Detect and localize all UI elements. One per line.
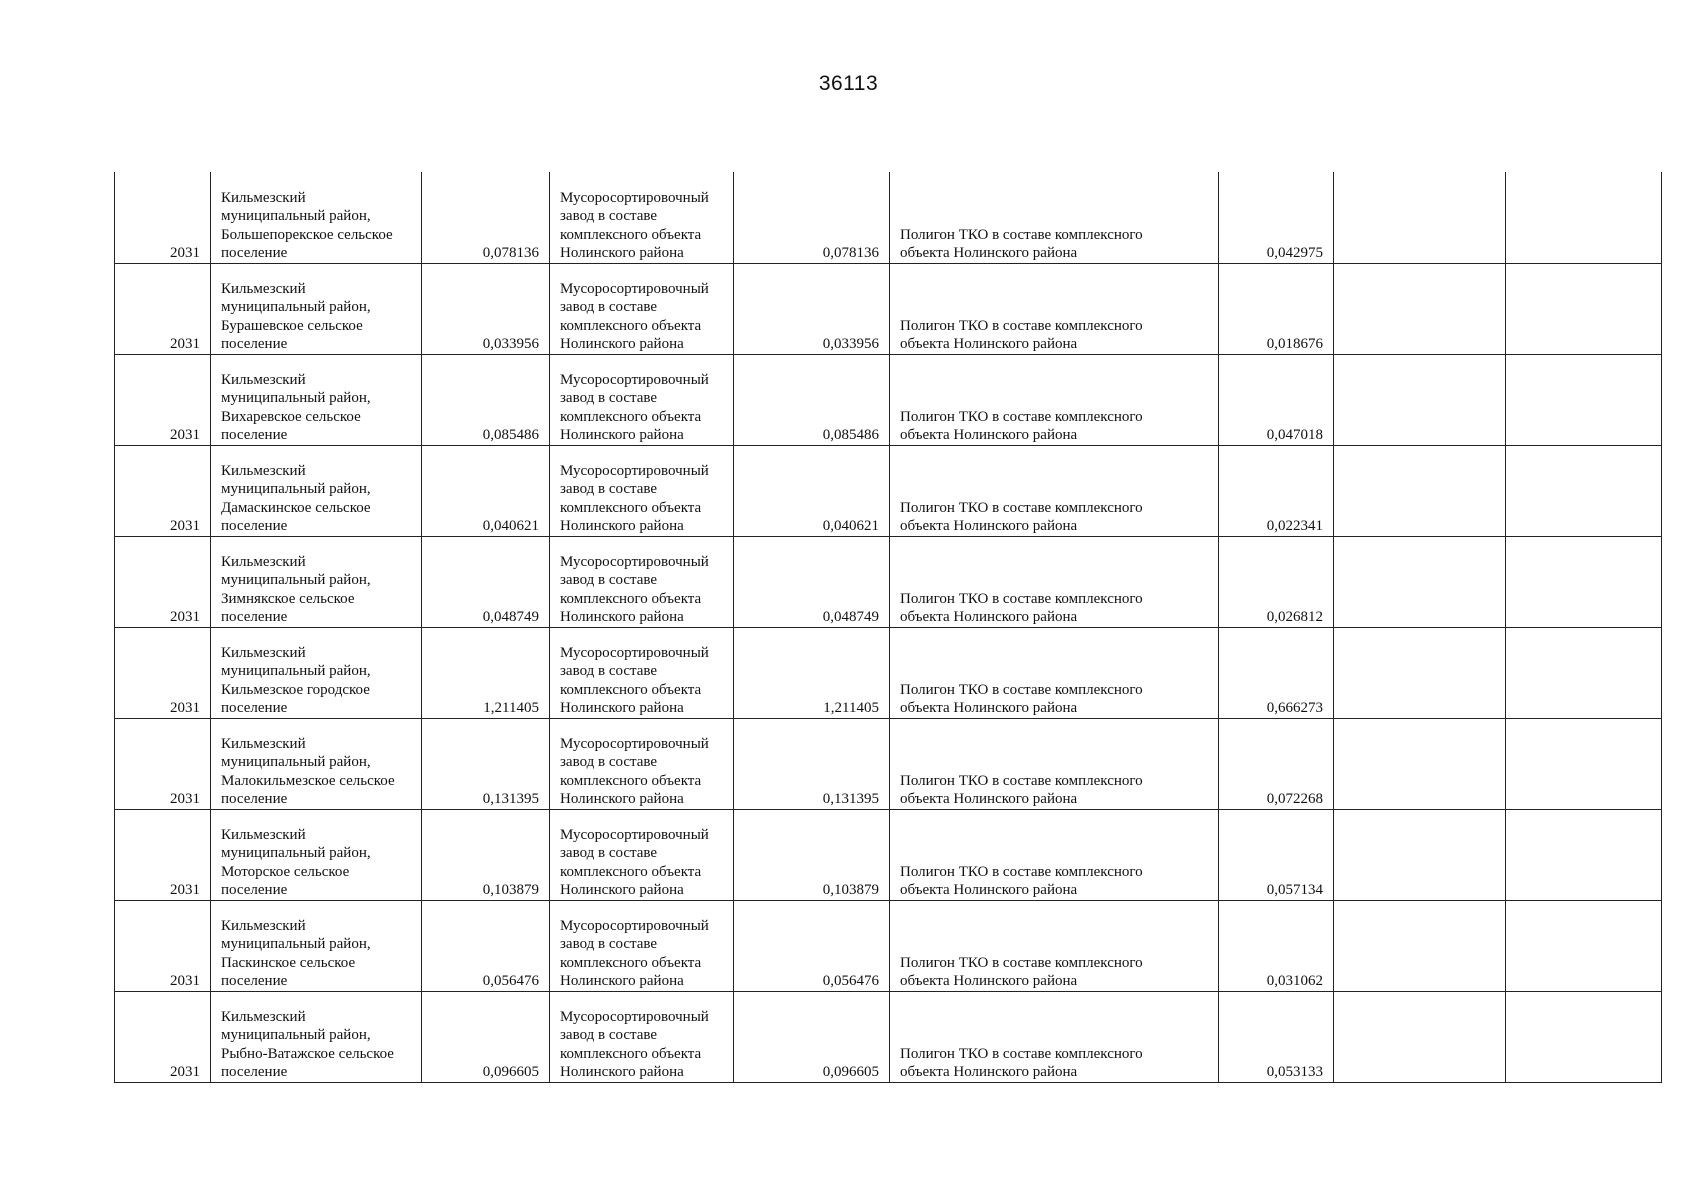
year-cell: 2031 — [115, 354, 211, 445]
mass-landfilled-cell: 0,022341 — [1219, 445, 1334, 536]
landfill-facility-cell: Полигон ТКО в составе комплексного объекта Нолинского района — [890, 354, 1219, 445]
mass-sorted-cell: 0,048749 — [734, 536, 890, 627]
empty-cell — [1506, 263, 1662, 354]
mass-landfilled-cell: 0,666273 — [1219, 627, 1334, 718]
sorting-facility-cell: Мусоросортировочный завод в составе комплексного объекта Нолинского района — [550, 900, 734, 991]
mass-sorted-cell: 0,033956 — [734, 263, 890, 354]
landfill-facility-cell: Полигон ТКО в составе комплексного объекта Нолинского района — [890, 172, 1219, 263]
municipality-cell: Кильмезский муниципальный район, Паскинское сельское поселение — [211, 900, 422, 991]
mass-generated-cell: 0,078136 — [422, 172, 550, 263]
mass-generated-cell: 0,085486 — [422, 354, 550, 445]
mass-landfilled-cell: 0,053133 — [1219, 991, 1334, 1082]
municipality-cell: Кильмезский муниципальный район, Зимнякское сельское поселение — [211, 536, 422, 627]
mass-sorted-cell: 0,056476 — [734, 900, 890, 991]
landfill-facility-cell: Полигон ТКО в составе комплексного объекта Нолинского района — [890, 809, 1219, 900]
empty-cell — [1334, 809, 1506, 900]
mass-sorted-cell: 0,040621 — [734, 445, 890, 536]
table-row — [115, 536, 1662, 627]
table-row — [115, 445, 1662, 536]
mass-landfilled-cell: 0,042975 — [1219, 172, 1334, 263]
sorting-facility-cell: Мусоросортировочный завод в составе комплексного объекта Нолинского района — [550, 627, 734, 718]
empty-cell — [1506, 627, 1662, 718]
municipality-cell: Кильмезский муниципальный район, Кильмезское городское поселение — [211, 627, 422, 718]
year-cell: 2031 — [115, 263, 211, 354]
mass-generated-cell: 0,056476 — [422, 900, 550, 991]
municipality-cell: Кильмезский муниципальный район, Большепорекское сельское поселение — [211, 172, 422, 263]
mass-generated-cell: 0,103879 — [422, 809, 550, 900]
municipality-cell: Кильмезский муниципальный район, Бурашевское сельское поселение — [211, 263, 422, 354]
year-cell: 2031 — [115, 991, 211, 1082]
municipality-cell: Кильмезский муниципальный район, Моторское сельское поселение — [211, 809, 422, 900]
mass-sorted-cell: 0,096605 — [734, 991, 890, 1082]
year-cell: 2031 — [115, 172, 211, 263]
empty-cell — [1334, 718, 1506, 809]
empty-cell — [1334, 627, 1506, 718]
empty-cell — [1506, 445, 1662, 536]
empty-cell — [1334, 172, 1506, 263]
municipality-cell: Кильмезский муниципальный район, Вихаревское сельское поселение — [211, 354, 422, 445]
table-row — [115, 627, 1662, 718]
municipality-cell: Кильмезский муниципальный район, Малокильмезское сельское поселение — [211, 718, 422, 809]
municipality-cell: Кильмезский муниципальный район, Дамаскинское сельское поселение — [211, 445, 422, 536]
empty-cell — [1334, 445, 1506, 536]
sorting-facility-cell: Мусоросортировочный завод в составе комплексного объекта Нолинского района — [550, 991, 734, 1082]
municipality-cell: Кильмезский муниципальный район, Рыбно-Ватажское сельское поселение — [211, 991, 422, 1082]
sorting-facility-cell: Мусоросортировочный завод в составе комплексного объекта Нолинского района — [550, 263, 734, 354]
landfill-facility-cell: Полигон ТКО в составе комплексного объекта Нолинского района — [890, 900, 1219, 991]
year-cell: 2031 — [115, 536, 211, 627]
mass-landfilled-cell: 0,026812 — [1219, 536, 1334, 627]
empty-cell — [1506, 718, 1662, 809]
sorting-facility-cell: Мусоросортировочный завод в составе комплексного объекта Нолинского района — [550, 172, 734, 263]
empty-cell — [1506, 900, 1662, 991]
year-cell: 2031 — [115, 809, 211, 900]
mass-sorted-cell: 0,103879 — [734, 809, 890, 900]
empty-cell — [1506, 354, 1662, 445]
table-row — [115, 900, 1662, 991]
empty-cell — [1334, 263, 1506, 354]
empty-cell — [1506, 991, 1662, 1082]
mass-generated-cell: 0,040621 — [422, 445, 550, 536]
empty-cell — [1334, 900, 1506, 991]
table-row — [115, 991, 1662, 1082]
empty-cell — [1506, 536, 1662, 627]
mass-sorted-cell: 1,211405 — [734, 627, 890, 718]
page-number: 36113 — [818, 72, 879, 95]
mass-generated-cell: 0,131395 — [422, 718, 550, 809]
sorting-facility-cell: Мусоросортировочный завод в составе комплексного объекта Нолинского района — [550, 809, 734, 900]
empty-cell — [1334, 991, 1506, 1082]
waste-flow-table — [114, 172, 1662, 1083]
mass-landfilled-cell: 0,031062 — [1219, 900, 1334, 991]
mass-sorted-cell: 0,078136 — [734, 172, 890, 263]
mass-sorted-cell: 0,131395 — [734, 718, 890, 809]
landfill-facility-cell: Полигон ТКО в составе комплексного объекта Нолинского района — [890, 536, 1219, 627]
landfill-facility-cell: Полигон ТКО в составе комплексного объекта Нолинского района — [890, 627, 1219, 718]
empty-cell — [1506, 172, 1662, 263]
table-row — [115, 263, 1662, 354]
year-cell: 2031 — [115, 718, 211, 809]
empty-cell — [1334, 536, 1506, 627]
landfill-facility-cell: Полигон ТКО в составе комплексного объекта Нолинского района — [890, 263, 1219, 354]
sorting-facility-cell: Мусоросортировочный завод в составе комплексного объекта Нолинского района — [550, 536, 734, 627]
empty-cell — [1506, 809, 1662, 900]
landfill-facility-cell: Полигон ТКО в составе комплексного объекта Нолинского района — [890, 991, 1219, 1082]
year-cell: 2031 — [115, 445, 211, 536]
empty-cell — [1334, 354, 1506, 445]
year-cell: 2031 — [115, 627, 211, 718]
sorting-facility-cell: Мусоросортировочный завод в составе комплексного объекта Нолинского района — [550, 354, 734, 445]
sorting-facility-cell: Мусоросортировочный завод в составе комплексного объекта Нолинского района — [550, 445, 734, 536]
sorting-facility-cell: Мусоросортировочный завод в составе комплексного объекта Нолинского района — [550, 718, 734, 809]
landfill-facility-cell: Полигон ТКО в составе комплексного объекта Нолинского района — [890, 445, 1219, 536]
mass-landfilled-cell: 0,018676 — [1219, 263, 1334, 354]
mass-sorted-cell: 0,085486 — [734, 354, 890, 445]
mass-landfilled-cell: 0,072268 — [1219, 718, 1334, 809]
table-row — [115, 718, 1662, 809]
year-cell: 2031 — [115, 900, 211, 991]
mass-generated-cell: 0,048749 — [422, 536, 550, 627]
mass-generated-cell: 1,211405 — [422, 627, 550, 718]
table-row — [115, 809, 1662, 900]
table-row — [115, 354, 1662, 445]
landfill-facility-cell: Полигон ТКО в составе комплексного объекта Нолинского района — [890, 718, 1219, 809]
table-row — [115, 172, 1662, 263]
mass-landfilled-cell: 0,047018 — [1219, 354, 1334, 445]
mass-landfilled-cell: 0,057134 — [1219, 809, 1334, 900]
mass-generated-cell: 0,033956 — [422, 263, 550, 354]
mass-generated-cell: 0,096605 — [422, 991, 550, 1082]
